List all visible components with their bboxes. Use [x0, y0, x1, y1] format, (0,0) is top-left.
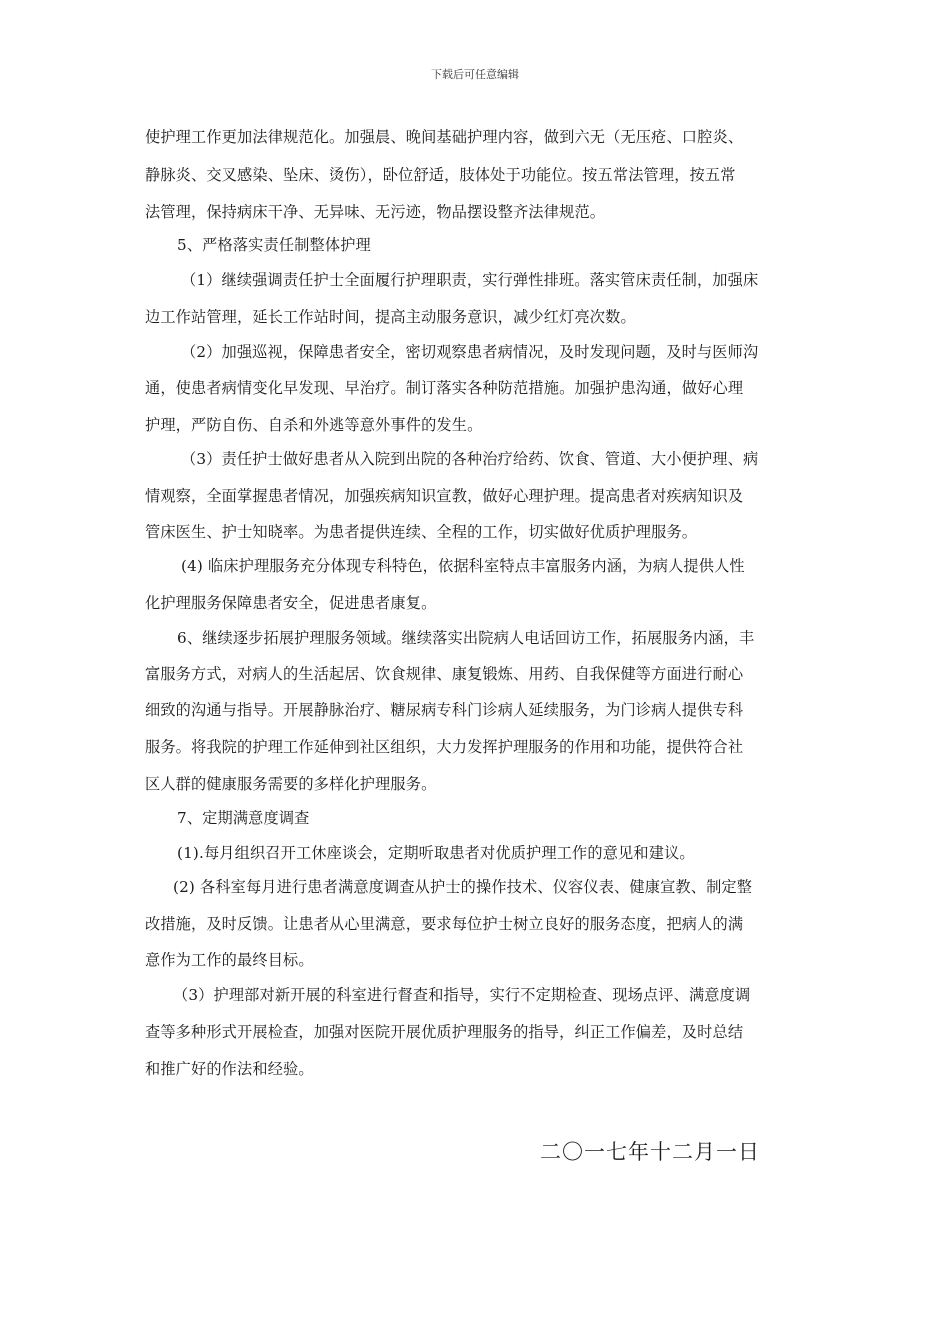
paragraph-line: （3）护理部对新开展的科室进行督查和指导，实行不定期检查、现场点评、满意度调: [173, 986, 751, 1004]
section-heading: 6、继续逐步拓展护理服务领域。继续落实出院病人电话回访工作，拓展服务内涵，丰: [177, 629, 755, 647]
paragraph-line: （1）继续强调责任护士全面履行护理职责，实行弹性排班。落实管床责任制，加强床: [181, 271, 759, 289]
paragraph-line: 意作为工作的最终目标。: [145, 951, 314, 969]
paragraph-line: 护理，严防自伤、自杀和外逃等意外事件的发生。: [145, 416, 483, 434]
section-heading: 5、严格落实责任制整体护理: [177, 236, 371, 254]
paragraph-line: (4) 临床护理服务充分体现专科特色，依据科室特点丰富服务内涵，为病人提供人性: [181, 557, 745, 575]
paragraph-line: 使护理工作更加法律规范化。加强晨、晚间基础护理内容，做到六无（无压疮、口腔炎、: [145, 128, 744, 146]
paragraph-line: 静脉炎、交叉感染、坠床、烫伤），卧位舒适，肢体处于功能位。按五常法管理，按五常: [145, 166, 736, 184]
paragraph-line: 查等多种形式开展检查，加强对医院开展优质护理服务的指导，纠正工作偏差，及时总结: [145, 1023, 744, 1041]
paragraph-line: (1).每月组织召开工休座谈会，定期听取患者对优质护理工作的意见和建议。: [177, 844, 695, 862]
paragraph-line: 法管理，保持病床干净、无异味、无污迹，物品摆设整齐法律规范。: [145, 203, 606, 221]
paragraph-line: 改措施，及时反馈。让患者从心里满意，要求每位护士树立良好的服务态度，把病人的满: [145, 915, 744, 933]
paragraph-line: 边工作站管理，延长工作站时间，提高主动服务意识，减少红灯亮次数。: [145, 308, 636, 326]
paragraph-line: 富服务方式，对病人的生活起居、饮食规律、康复锻炼、用药、自我保健等方面进行耐心: [145, 665, 744, 683]
paragraph-line: 细致的沟通与指导。开展静脉治疗、糖尿病专科门诊病人延续服务，为门诊病人提供专科: [145, 701, 744, 719]
paragraph-line: 情观察，全面掌握患者情况，加强疾病知识宣教，做好心理护理。提高患者对疾病知识及: [145, 487, 744, 505]
paragraph-line: (2) 各科室每月进行患者满意度调查从护士的操作技术、仪容仪表、健康宣教、制定整: [173, 878, 753, 896]
page-header: 下载后可任意编辑: [431, 68, 519, 81]
paragraph-line: （2）加强巡视，保障患者安全，密切观察患者病情况，及时发现问题，及时与医师沟: [181, 343, 759, 361]
paragraph-line: （3）责任护士做好患者从入院到出院的各种治疗给药、饮食、管道、大小便护理、病: [181, 450, 759, 468]
paragraph-line: 和推广好的作法和经验。: [145, 1060, 314, 1078]
paragraph-line: 区人群的健康服务需要的多样化护理服务。: [145, 775, 437, 793]
paragraph-line: 通，使患者病情变化早发现、早治疗。制订落实各种防范措施。加强护患沟通，做好心理: [145, 379, 744, 397]
paragraph-line: 管床医生、护士知晓率。为患者提供连续、全程的工作，切实做好优质护理服务。: [145, 523, 698, 541]
paragraph-line: 化护理服务保障患者安全，促进患者康复。: [145, 594, 437, 612]
document-date: 二〇一七年十二月一日: [540, 1140, 760, 1164]
section-heading: 7、定期满意度调查: [177, 809, 310, 827]
paragraph-line: 服务。将我院的护理工作延伸到社区组织，大力发挥护理服务的作用和功能，提供符合社: [145, 738, 744, 756]
